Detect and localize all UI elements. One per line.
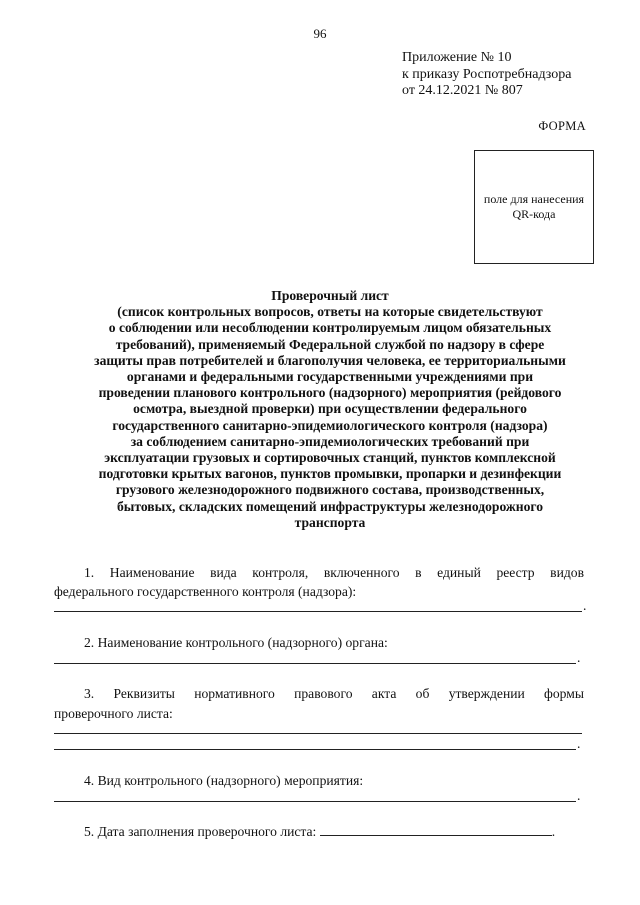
qr-field-label: QR-кода xyxy=(512,207,556,221)
title-line: защиты прав потребителей и благополучия человека, ее территориальными xyxy=(94,352,566,368)
item-1-text: 1. Наименование вида контроля, включенного в единый реестр видов xyxy=(84,565,584,580)
line-end-period: . xyxy=(577,650,581,665)
item-5-row xyxy=(84,823,594,840)
appendix-reference xyxy=(402,50,571,100)
title-line: требований), применяемый Федеральной службой по надзору в сфере xyxy=(115,336,545,352)
title-line: проведении планового контрольного (надзорного) мероприятия (рейдового xyxy=(98,385,562,401)
line-end-period: . xyxy=(577,736,581,751)
appendix-line: от 24.12.2021 № 807 xyxy=(402,83,523,98)
line-end-period: . xyxy=(551,824,556,839)
qr-field-label: поле для нанесения xyxy=(483,192,585,206)
item-1-fill-line[interactable] xyxy=(54,611,582,612)
appendix-line: Приложение № 10 xyxy=(402,50,512,65)
item-4-text: 4. Вид контрольного (надзорного) мероприятия: xyxy=(84,773,364,788)
title-line: (список контрольных вопросов, ответы на которые свидетельствуют xyxy=(117,304,543,320)
item-3-fill-line[interactable] xyxy=(54,733,582,734)
item-5-text: 5. Дата заполнения проверочного листа: xyxy=(84,824,317,839)
title-line: о соблюдении или несоблюдении контролируемым лицом обязательных xyxy=(108,320,552,336)
item-1-text-cont: федерального государственного контроля (надзора): xyxy=(54,584,357,599)
title-line: бытовых, складских помещений инфраструктуры железнодорожного xyxy=(116,498,544,514)
item-3-fill-line-2[interactable] xyxy=(54,749,576,750)
qr-code-field xyxy=(474,150,594,264)
form-label: ФОРМА xyxy=(538,119,586,133)
item-3-text: 3. Реквизиты нормативного правового акта об утверждении формы xyxy=(84,686,584,701)
appendix-line: к приказу Роспотребнадзора xyxy=(402,66,572,82)
item-3-text-cont: проверочного листа: xyxy=(54,706,173,721)
date-fill-line[interactable] xyxy=(320,823,552,836)
title-line: за соблюдением санитарно-эпидемиологических требований при xyxy=(130,433,530,449)
item-2-text: 2. Наименование контрольного (надзорного) органа: xyxy=(84,635,388,650)
title-line: осмотра, выездной проверки) при осуществлении федерального xyxy=(133,401,527,417)
title-line: государственного санитарно-эпидемиологического контроля (надзора) xyxy=(112,417,548,433)
document-title xyxy=(40,288,620,531)
title-line: грузового железнодорожного подвижного состава, производственных, xyxy=(115,482,545,498)
title-line: подготовки крытых вагонов, пунктов промывки, пропарки и дезинфекции xyxy=(98,466,562,482)
title-line: органами и федеральными государственными учреждениями при xyxy=(126,369,534,385)
item-2-fill-line[interactable] xyxy=(54,663,576,664)
title-line: Проверочный лист xyxy=(271,288,389,303)
line-end-period: . xyxy=(577,788,581,803)
title-line: транспорта xyxy=(294,514,366,530)
item-4-fill-line[interactable] xyxy=(54,801,576,802)
page-number: 96 xyxy=(313,26,327,41)
title-line: эксплуатации грузовых и сортировочных станций, пунктов комплексной xyxy=(104,450,556,466)
line-end-period: . xyxy=(583,598,587,613)
